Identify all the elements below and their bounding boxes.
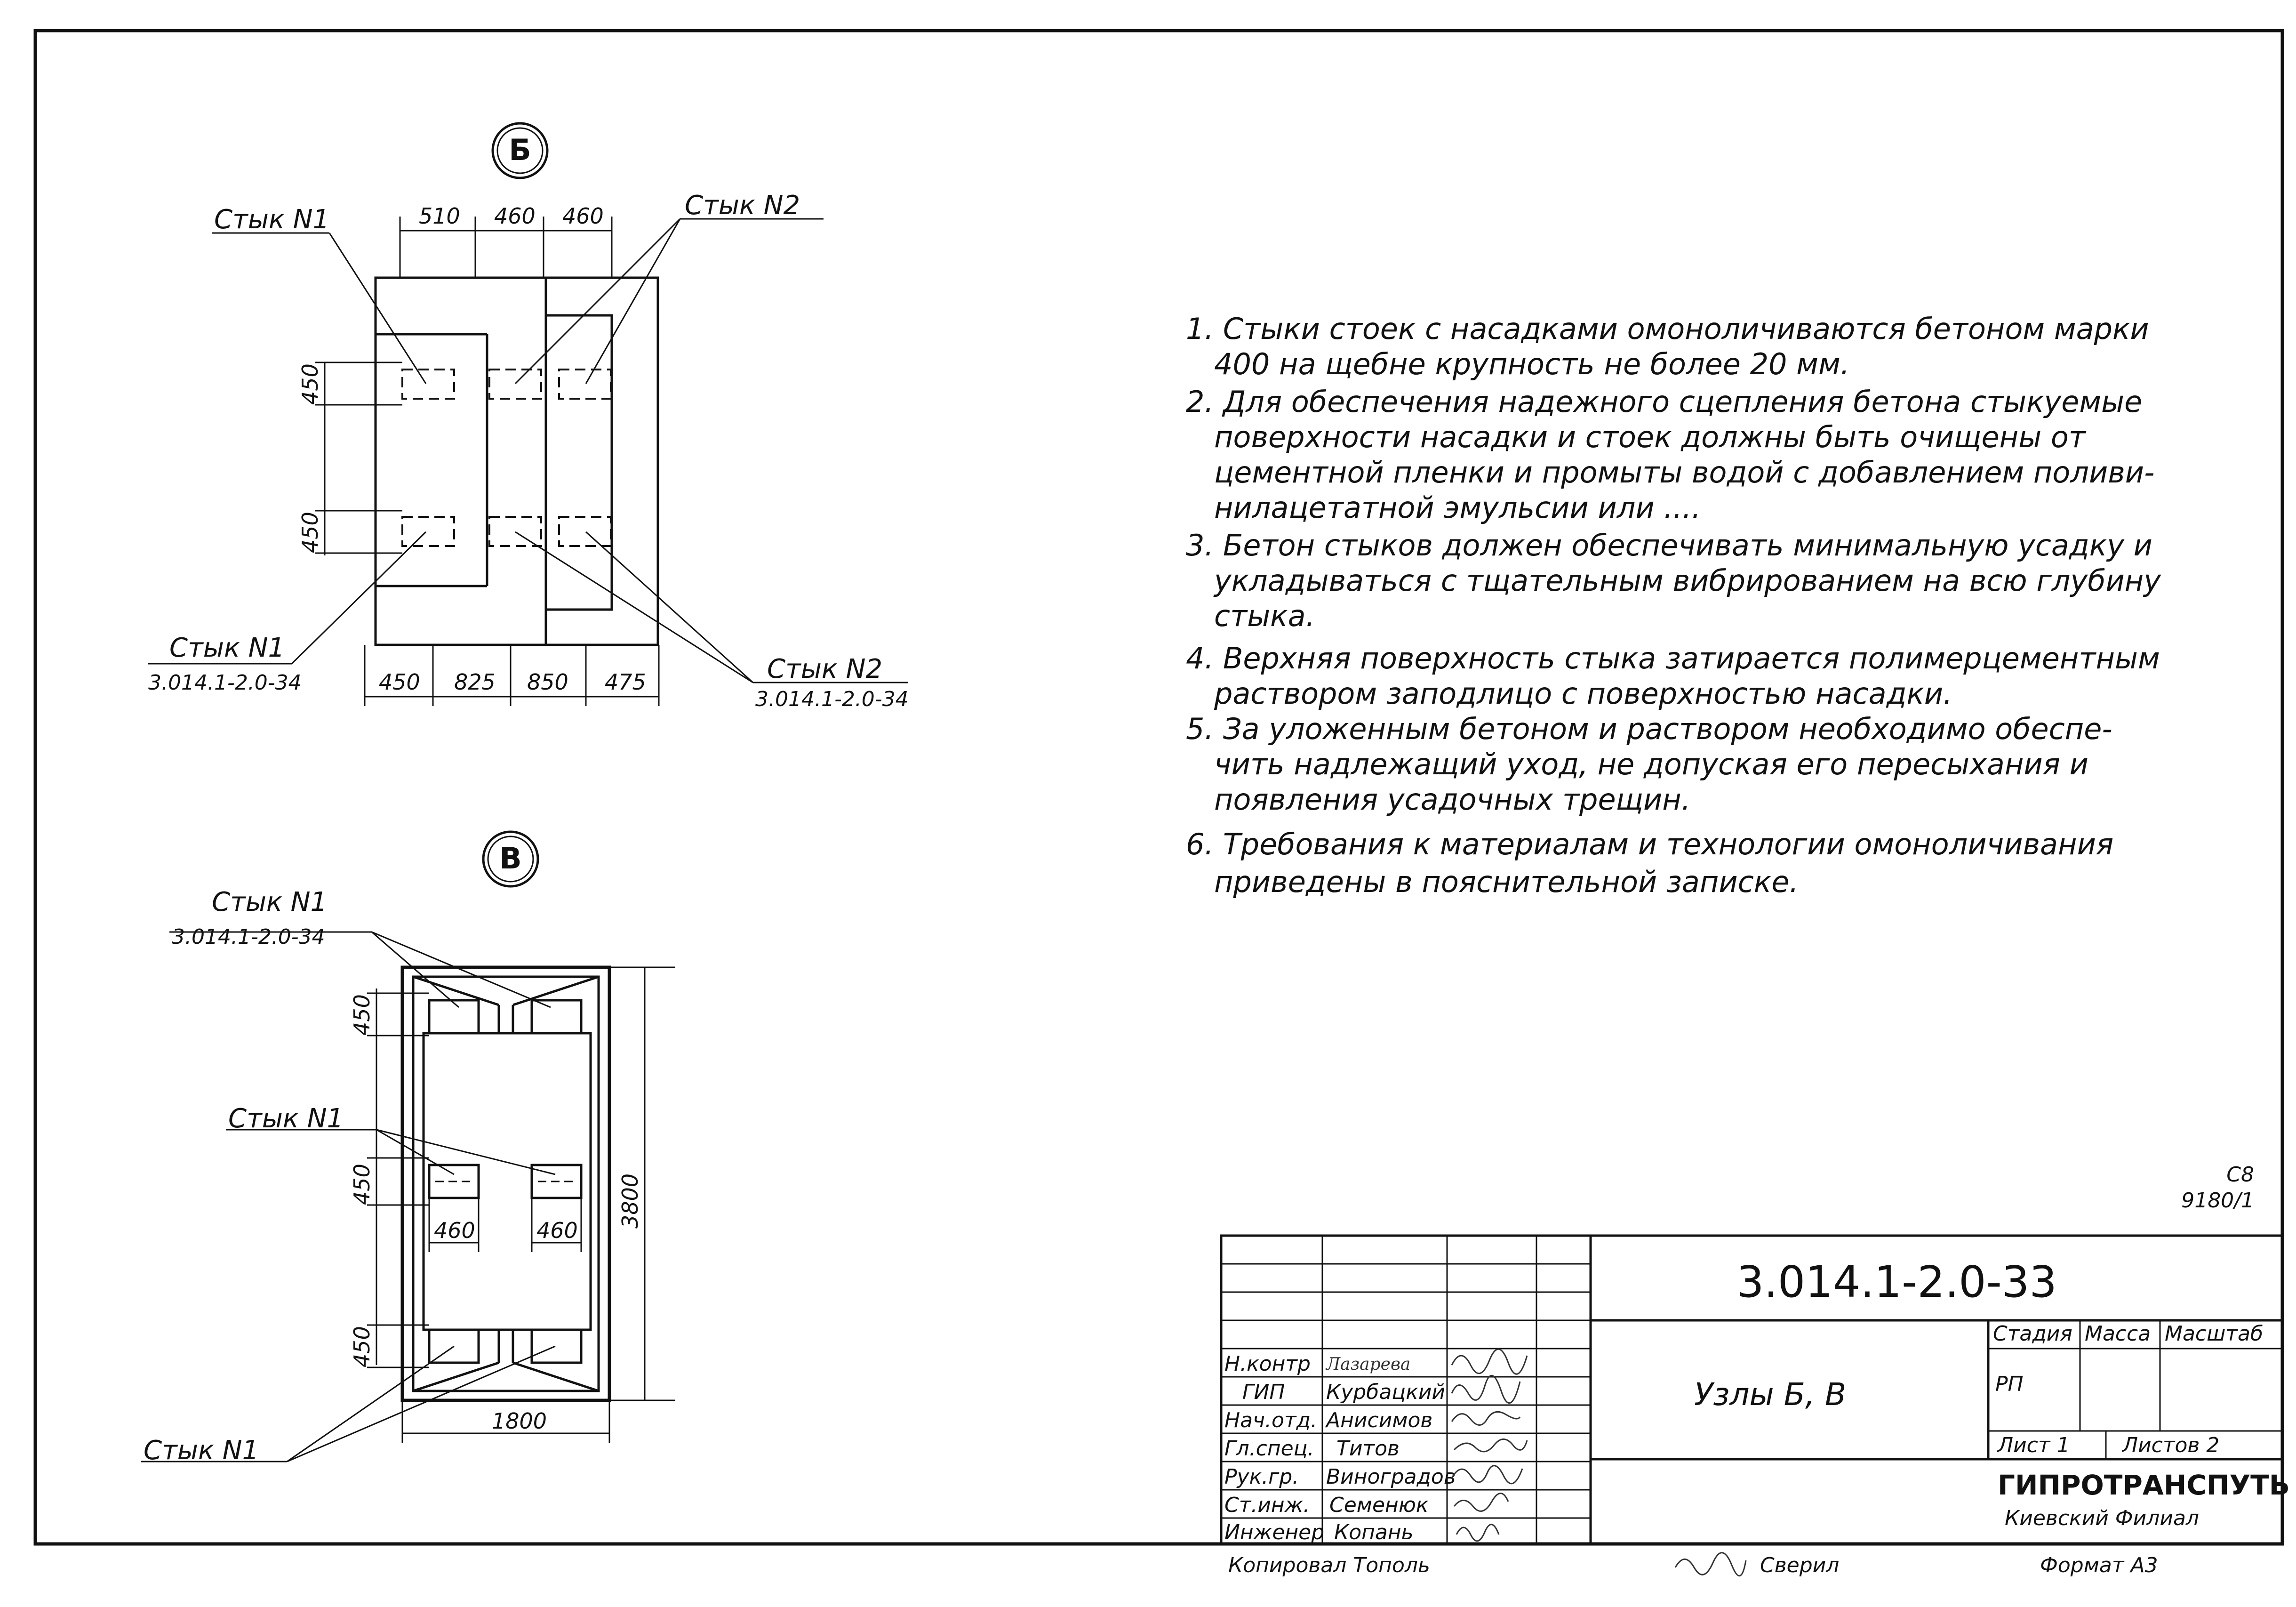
sign-role-4: Гл.спец.: [1224, 1437, 1314, 1461]
signature-1: [1452, 1349, 1527, 1374]
signature-7: [1456, 1525, 1499, 1541]
detail-v-label-top: Стык N1: [212, 887, 328, 917]
detail-v-dim-inner-1: 460: [434, 1218, 475, 1243]
sign-name-1: Лазарева: [1326, 1355, 1411, 1374]
corner-code-1: С8: [2226, 1163, 2254, 1187]
signature-3: [1452, 1412, 1520, 1425]
detail-b-text: [148, 133, 909, 711]
sign-role-3: Нач.отд.: [1224, 1408, 1317, 1432]
paper-format: Формат А3: [2040, 1553, 2158, 1577]
detail-b-dim-side-1: 450: [297, 363, 323, 405]
note-1-line-1: 1. Стыки стоек с насадками омоноличиваются бетоном марки: [1186, 312, 2149, 346]
sign-role-5: Рук.гр.: [1224, 1465, 1299, 1489]
sheets-total: Листов 2: [2122, 1433, 2220, 1457]
sign-name-6: Семенюк: [1329, 1493, 1429, 1517]
note-3-line-1: 3. Бетон стыков должен обеспечивать минимальную усадку и: [1186, 528, 2152, 562]
footer-copied: Копировал Тополь: [1228, 1553, 1430, 1577]
note-5-line-3: появления усадочных трещин.: [1214, 782, 1691, 817]
signature-4: [1454, 1439, 1527, 1452]
sign-name-4: Титов: [1336, 1437, 1400, 1461]
drawing-title: Узлы Б, В: [1694, 1376, 1847, 1413]
detail-b-dim-top-1: 510: [419, 203, 460, 229]
note-1-line-2: 400 на щебне крупность не более 20 мм.: [1214, 347, 1850, 381]
note-6-line-1: 6. Требования к материалам и технологии омоноличивания: [1186, 827, 2114, 861]
detail-b-dim-bottom-2: 825: [454, 669, 496, 695]
detail-v-dim-side-1: 450: [349, 994, 375, 1036]
sign-role-2: ГИП: [1242, 1380, 1285, 1404]
detail-v-label-bottom: Стык N1: [144, 1435, 259, 1466]
note-3-line-2: укладываться с тщательным вибрированием на всю глубину: [1214, 563, 2161, 598]
footer-checked: Сверил: [1760, 1553, 1840, 1577]
detail-v-dim-width: 1800: [492, 1408, 547, 1434]
detail-b-ref-bottom-right: 3.014.1-2.0-34: [755, 687, 909, 711]
sheet-number: Лист 1: [1998, 1433, 2070, 1457]
detail-b-marker: Б: [509, 133, 531, 167]
note-3-line-3: стыка.: [1214, 599, 1315, 633]
signature-footer: [1675, 1553, 1746, 1576]
mass-header: Масса: [2085, 1322, 2151, 1346]
signature-5: [1452, 1466, 1522, 1484]
detail-b-dim-bottom-4: 475: [605, 669, 646, 695]
note-6-line-2: приведены в пояснительной записке.: [1214, 865, 1799, 899]
notes: [1186, 312, 2161, 899]
detail-b-dim-side-2: 450: [297, 512, 323, 553]
sign-name-2: Курбацкий: [1326, 1380, 1446, 1404]
document-code: 3.014.1-2.0-33: [1736, 1257, 2057, 1307]
sign-role-7: Инженер: [1224, 1520, 1325, 1544]
detail-b-label-top-right: Стык N2: [685, 190, 800, 221]
corner-code-2: 9180/1: [2181, 1189, 2254, 1213]
note-4-line-2: раствором заподлицо с поверхностью насадки.: [1214, 676, 1952, 711]
sign-name-3: Анисимов: [1326, 1408, 1433, 1432]
stage-value: РП: [1995, 1372, 2024, 1396]
detail-v-text: [144, 841, 643, 1466]
sheet-frame: [35, 31, 2282, 1544]
detail-v-ref-top: 3.014.1-2.0-34: [172, 925, 325, 949]
detail-b-label-bottom-left: Стык N1: [169, 633, 285, 663]
signature-2: [1452, 1375, 1520, 1403]
detail-b-dim-bottom-1: 450: [379, 669, 420, 695]
signature-6: [1454, 1494, 1508, 1511]
note-2-line-4: нилацетатной эмульсии или ....: [1214, 490, 1701, 525]
note-2-line-2: поверхности насадки и стоек должны быть очищены от: [1214, 420, 2086, 454]
note-4-line-1: 4. Верхняя поверхность стыка затирается полимерцементным: [1186, 641, 2160, 675]
detail-b-label-top-left: Стык N1: [214, 204, 330, 235]
note-2-line-1: 2. Для обеспечения надежного сцепления бетона стыкуемые: [1186, 385, 2143, 419]
org-branch: Киевский Филиал: [2005, 1506, 2200, 1530]
note-5-line-1: 5. За уложенным бетоном и раствором необходимо обеспе-: [1186, 712, 2112, 746]
detail-v-dim-inner-2: 460: [536, 1218, 578, 1243]
sign-role-1: Н.контр: [1224, 1352, 1311, 1376]
detail-v-label-mid: Стык N1: [228, 1103, 344, 1134]
note-2-line-3: цементной пленки и промыты водой с добавлением поливи-: [1214, 455, 2155, 490]
sign-role-6: Ст.инж.: [1224, 1493, 1310, 1517]
sign-name-5: Виноградов: [1326, 1465, 1456, 1489]
stage-header: Стадия: [1993, 1322, 2072, 1346]
detail-v-dim-side-2: 450: [349, 1164, 375, 1205]
detail-b-dim-top-2: 460: [494, 203, 536, 229]
scale-header: Масштаб: [2165, 1322, 2264, 1346]
detail-b-dim-top-3: 460: [562, 203, 604, 229]
detail-v-marker: В: [499, 841, 522, 876]
detail-b-label-bottom-right: Стык N2: [767, 654, 883, 684]
org-name: ГИПРОТРАНСПУТЬ: [1998, 1469, 2290, 1501]
detail-b-dim-bottom-3: 850: [527, 669, 568, 695]
sign-name-7: Копань: [1334, 1520, 1414, 1544]
title-block-text: [1224, 1257, 2290, 1544]
detail-b-ref-bottom-left: 3.014.1-2.0-34: [148, 671, 302, 695]
note-5-line-2: чить надлежащий уход, не допуская его пересыхания и: [1214, 747, 2088, 781]
detail-v-dim-side-3: 450: [349, 1326, 375, 1367]
detail-v-dim-height: 3800: [617, 1173, 643, 1229]
